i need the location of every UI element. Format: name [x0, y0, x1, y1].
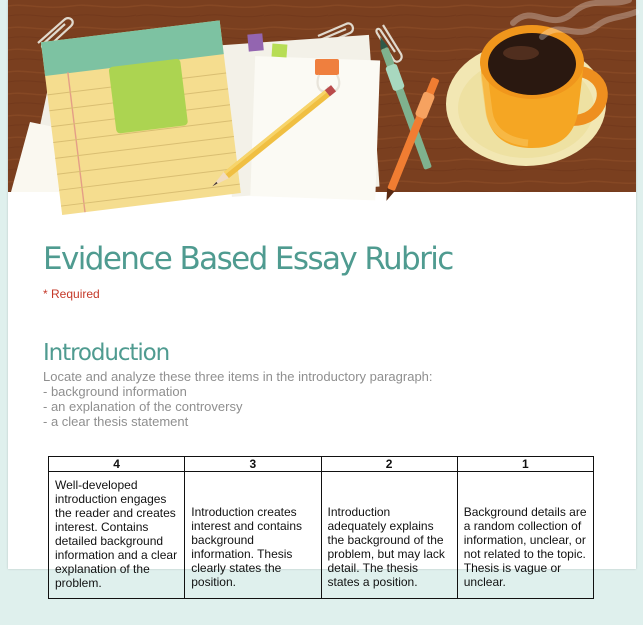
rubric-cell-4: [49, 472, 185, 599]
form-title: Evidence Based Essay Rubric: [43, 241, 453, 277]
section-title: Introduction: [43, 340, 170, 366]
section-description: [43, 369, 603, 429]
form-card: [8, 0, 636, 590]
rubric-score-header: 1: [457, 457, 593, 472]
rubric-cell-3: [185, 472, 321, 599]
rubric-criteria-row: [49, 472, 594, 599]
rubric-cell-text: Introduction creates interest and contains background information. Thesis clearly states the position.: [191, 505, 302, 589]
rubric-cell-1: [457, 472, 593, 599]
rubric-score-header: 4: [49, 457, 185, 472]
description-line: - background information: [43, 384, 187, 399]
rubric-cell-text: Well-developed introduction engages the reader and creates interest. Contains detailed background information and a clear explanation of the problem.: [55, 478, 178, 590]
rubric-score-header: 3: [185, 457, 321, 472]
rubric-score-header: 2: [321, 457, 457, 472]
rubric-cell-text: Introduction adequately explains the background of the problem, but may lack detail. The thesis states a position.: [327, 505, 445, 589]
rubric-header-row: [49, 457, 594, 472]
header-banner-image: [8, 0, 636, 192]
description-line: - an explanation of the controversy: [43, 399, 243, 414]
rubric-table: [48, 456, 594, 599]
rubric-cell-text: Background details are a random collection of information, unclear, or not related to the topic. Thesis is vague or unclear.: [463, 505, 587, 589]
description-line: - a clear thesis statement: [43, 414, 189, 429]
description-line: Locate and analyze these three items in the introductory paragraph:: [43, 369, 433, 384]
rubric-cell-2: [321, 472, 457, 599]
required-note: * Required: [43, 287, 100, 301]
